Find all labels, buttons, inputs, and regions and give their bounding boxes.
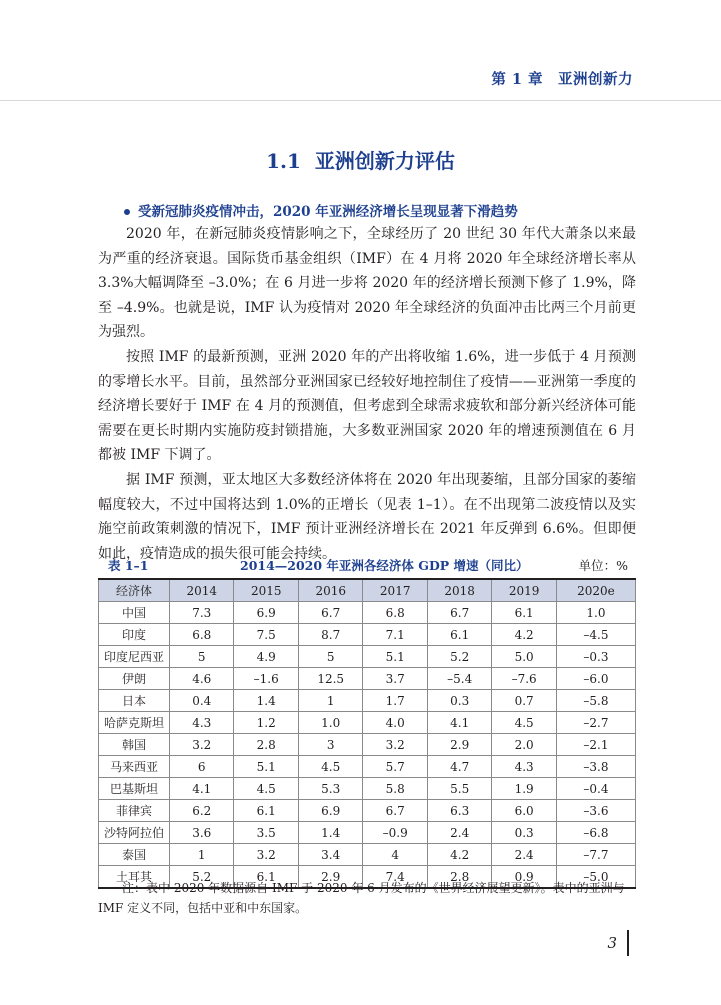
value-cell: 3.6 [170, 822, 234, 844]
gdp-growth-table [98, 578, 636, 889]
value-cell: 6.7 [298, 602, 362, 624]
section-title [0, 145, 721, 174]
value-cell: 1 [170, 844, 234, 866]
table-row [99, 624, 636, 646]
table-row [99, 646, 636, 668]
economy-cell: 伊朗 [99, 668, 170, 690]
table-row [99, 668, 636, 690]
economy-cell: 印度 [99, 624, 170, 646]
value-cell: 2.0 [492, 734, 556, 756]
value-cell: –2.7 [556, 712, 635, 734]
header-cell: 2019 [492, 579, 556, 602]
header-cell: 2017 [363, 579, 427, 602]
chapter-header: 第 1 章 亚洲创新力 [491, 71, 633, 88]
page-number-bar [627, 930, 629, 956]
value-cell: 2.4 [427, 822, 491, 844]
table-id: 表 1–1 [108, 558, 149, 573]
value-cell: 6.1 [234, 800, 298, 822]
value-cell: 4.2 [492, 624, 556, 646]
table-row [99, 712, 636, 734]
value-cell: 12.5 [298, 668, 362, 690]
body-text [98, 222, 636, 566]
value-cell: –5.4 [427, 668, 491, 690]
economy-cell: 泰国 [99, 844, 170, 866]
value-cell: 4.9 [234, 646, 298, 668]
table-unit: 单位：% [578, 558, 628, 573]
value-cell: 4.3 [492, 756, 556, 778]
value-cell: –2.1 [556, 734, 635, 756]
value-cell: 4.3 [170, 712, 234, 734]
value-cell: 5.3 [298, 778, 362, 800]
value-cell: 5 [298, 646, 362, 668]
value-cell: 0.4 [170, 690, 234, 712]
value-cell: –5.8 [556, 690, 635, 712]
table-row [99, 690, 636, 712]
table-body [99, 602, 636, 889]
value-cell: 5.8 [363, 778, 427, 800]
value-cell: 3.5 [234, 822, 298, 844]
bullet-heading-text: 受新冠肺炎疫情冲击，2020 年亚洲经济增长呈现显著下滑趋势 [138, 204, 518, 220]
economy-cell: 巴基斯坦 [99, 778, 170, 800]
header-divider [0, 100, 721, 101]
value-cell: 4.2 [427, 844, 491, 866]
value-cell: 5.2 [170, 866, 234, 889]
value-cell: 6.0 [492, 800, 556, 822]
value-cell: 6.9 [234, 602, 298, 624]
value-cell: 6.3 [427, 800, 491, 822]
paragraph: 2020 年，在新冠肺炎疫情影响之下，全球经历了 20 世纪 30 年代大萧条以来最为严重的经济衰退。国际货币基金组织（IMF）在 4 月将 2020 年全球经济增长率从 3.3%大幅调降至 –3.0%；在 6 月进一步将 2020 年的经济增长预测下修了 1.9%，降至 –4.9%。也就是说，IMF 认为疫情对 2020 年全球经济的负面冲击比两三个月前更为强烈。 [98, 226, 636, 341]
value-cell: 4.0 [363, 712, 427, 734]
table-row [99, 800, 636, 822]
value-cell: 3.2 [170, 734, 234, 756]
value-cell: –0.3 [556, 646, 635, 668]
value-cell: 5.2 [427, 646, 491, 668]
value-cell: –0.9 [363, 822, 427, 844]
value-cell: 4.1 [170, 778, 234, 800]
value-cell: 5.1 [234, 756, 298, 778]
value-cell: 8.7 [298, 624, 362, 646]
header-cell: 经济体 [99, 579, 170, 602]
value-cell: 6.8 [170, 624, 234, 646]
value-cell: 4 [363, 844, 427, 866]
value-cell: –3.8 [556, 756, 635, 778]
header-cell: 2014 [170, 579, 234, 602]
value-cell: 1 [298, 690, 362, 712]
value-cell: 3.4 [298, 844, 362, 866]
paragraph: 按照 IMF 的最新预测，亚洲 2020 年的产出将收缩 1.6%，进一步低于 4 月预测的零增长水平。目前，虽然部分亚洲国家已经较好地控制住了疫情——亚洲第一季度的经济增长要好于 IMF 在 4 月的预测值，但考虑到全球需求疲软和部分新兴经济体可能需要在更长时期内实施防疫封锁措施，大多数亚洲国家 2020 年的增速预测值在 6 月都被 IMF 下调了。 [98, 348, 636, 464]
value-cell: 5 [170, 646, 234, 668]
economy-cell: 土耳其 [99, 866, 170, 889]
value-cell: 2.4 [492, 844, 556, 866]
value-cell: 7.4 [363, 866, 427, 889]
economy-cell: 中国 [99, 602, 170, 624]
page-number: 3 [607, 934, 617, 952]
value-cell: –5.0 [556, 866, 635, 889]
value-cell: 3.2 [234, 844, 298, 866]
value-cell: 6.7 [427, 602, 491, 624]
table-title: 2014—2020 年亚洲各经济体 GDP 增速（同比） [240, 558, 529, 573]
value-cell: 4.5 [298, 756, 362, 778]
economy-cell: 印度尼西亚 [99, 646, 170, 668]
value-cell: 4.7 [427, 756, 491, 778]
value-cell: 7.5 [234, 624, 298, 646]
value-cell: –0.4 [556, 778, 635, 800]
value-cell: 3.2 [363, 734, 427, 756]
value-cell: 4.1 [427, 712, 491, 734]
value-cell: 1.4 [298, 822, 362, 844]
value-cell: 6 [170, 756, 234, 778]
value-cell: –7.7 [556, 844, 635, 866]
value-cell: 2.8 [234, 734, 298, 756]
table-note: 注：表中 2020 年数据源自 IMF 于 2020 年 6 月发布的《世界经济展望更新》。表中的亚洲与 IMF 定义不同，包括中亚和中东国家。 [98, 881, 625, 915]
value-cell: 6.1 [492, 602, 556, 624]
value-cell: 5.7 [363, 756, 427, 778]
value-cell: 2.9 [427, 734, 491, 756]
header-cell: 2018 [427, 579, 491, 602]
value-cell: –4.5 [556, 624, 635, 646]
value-cell: 1.9 [492, 778, 556, 800]
value-cell: 7.3 [170, 602, 234, 624]
value-cell: 6.1 [234, 866, 298, 889]
value-cell: 1.4 [234, 690, 298, 712]
table-row [99, 822, 636, 844]
economy-cell: 韩国 [99, 734, 170, 756]
value-cell: 6.7 [363, 800, 427, 822]
section-number: 1.1 [266, 149, 301, 173]
value-cell: –1.6 [234, 668, 298, 690]
value-cell: 5.5 [427, 778, 491, 800]
economy-cell: 菲律宾 [99, 800, 170, 822]
economy-cell: 哈萨克斯坦 [99, 712, 170, 734]
value-cell: 1.0 [298, 712, 362, 734]
value-cell: 2.8 [427, 866, 491, 889]
value-cell: 6.8 [363, 602, 427, 624]
value-cell: 6.2 [170, 800, 234, 822]
value-cell: 1.7 [363, 690, 427, 712]
value-cell: 0.3 [427, 690, 491, 712]
value-cell: 4.6 [170, 668, 234, 690]
economy-cell: 马来西亚 [99, 756, 170, 778]
value-cell: 5.1 [363, 646, 427, 668]
header-cell: 2016 [298, 579, 362, 602]
value-cell: 1.0 [556, 602, 635, 624]
value-cell: 1.2 [234, 712, 298, 734]
table-row [99, 778, 636, 800]
value-cell: –7.6 [492, 668, 556, 690]
table-row [99, 602, 636, 624]
value-cell: –6.0 [556, 668, 635, 690]
table-row [99, 734, 636, 756]
economy-cell: 沙特阿拉伯 [99, 822, 170, 844]
value-cell: 7.1 [363, 624, 427, 646]
table-row [99, 844, 636, 866]
value-cell: 3.7 [363, 668, 427, 690]
value-cell: 0.3 [492, 822, 556, 844]
value-cell: 2.9 [298, 866, 362, 889]
value-cell: 5.0 [492, 646, 556, 668]
value-cell: 4.5 [492, 712, 556, 734]
value-cell: 6.9 [298, 800, 362, 822]
value-cell: 4.5 [234, 778, 298, 800]
value-cell: 0.7 [492, 690, 556, 712]
economy-cell: 日本 [99, 690, 170, 712]
table-row [99, 756, 636, 778]
value-cell: –6.8 [556, 822, 635, 844]
bullet-heading [124, 200, 644, 220]
section-title-text: 亚洲创新力评估 [314, 149, 455, 173]
table-header-row [99, 579, 636, 602]
value-cell: –3.6 [556, 800, 635, 822]
value-cell: 6.1 [427, 624, 491, 646]
header-cell: 2020e [556, 579, 635, 602]
bullet-dot-icon [124, 209, 130, 215]
header-cell: 2015 [234, 579, 298, 602]
value-cell: 0.9 [492, 866, 556, 889]
value-cell: 3 [298, 734, 362, 756]
paragraph: 据 IMF 预测，亚太地区大多数经济体将在 2020 年出现萎缩，且部分国家的萎缩幅度较大，不过中国将达到 1.0%的正增长（见表 1–1）。在不出现第二波疫情以及实施空前政策刺激的情况下，IMF 预计亚洲经济增长在 2021 年反弹到 6.6%。但即便如此，疫情造成的损失很可能会持续。 [98, 471, 636, 562]
